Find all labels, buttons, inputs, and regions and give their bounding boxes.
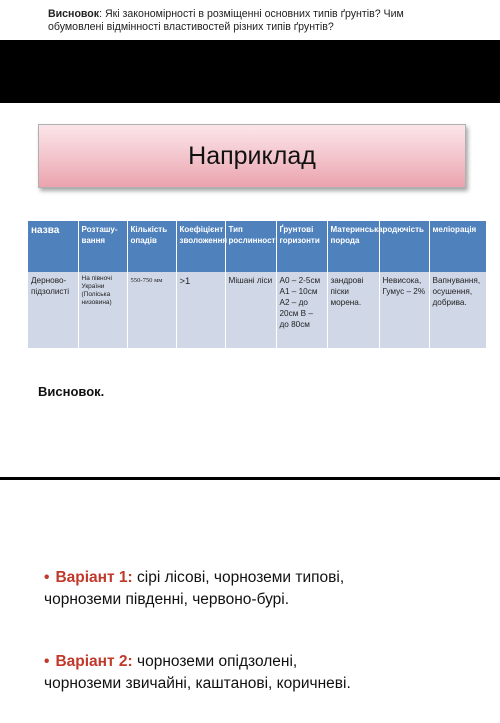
variant-1 (44, 567, 344, 611)
variant-2-line-2: чорноземи звичайні, каштанові, коричневі. (44, 675, 351, 692)
bullet-icon: • (44, 653, 50, 670)
question-line-1: : Які закономірності в розміщенні основних типів ґрунтів? Чим (99, 8, 404, 20)
slide-title-box (38, 124, 466, 188)
header-location: Розташу-вання (78, 221, 127, 272)
table-header-row (28, 221, 486, 272)
conclusion-label: Висновок (48, 8, 100, 20)
question-line-2: обумовлені відмінності властивостей різних типів ґрунтів? (48, 20, 334, 33)
conclusion-heading: Висновок. (38, 384, 105, 399)
header-moisture: Коефіцієнт зволоження (176, 221, 225, 272)
cell-parent-rock: зандрові піски морена. (327, 272, 379, 348)
header-fertility: родючість (379, 221, 429, 272)
variant-2-line-1: чорноземи опідзолені, (132, 653, 298, 670)
soil-table (28, 221, 487, 348)
header-precipitation: Кількість опадів (127, 221, 176, 272)
variant-2-label: Варіант 2: (55, 653, 133, 670)
variant-1-line-1: сірі лісові, чорноземи типові, (132, 569, 345, 586)
question-text (48, 8, 488, 33)
header-horizons: Ґрунтові горизонти (276, 221, 327, 272)
cell-name: Дерново-підзолисті (28, 272, 78, 348)
variant-2 (44, 651, 351, 695)
table-row (28, 272, 486, 348)
header-parent-rock: Материнська порода (327, 221, 379, 272)
cell-vegetation: Мішані ліси (225, 272, 276, 348)
variant-1-line-2: чорноземи південні, червоно-бурі. (44, 591, 290, 608)
header-melioration: меліорація (429, 221, 486, 272)
cell-precipitation: 550-750 мм (127, 272, 176, 348)
bullet-icon: • (44, 569, 50, 586)
header-name: назва (28, 221, 78, 272)
cell-horizons: А0 – 2-5см А1 – 10см А2 – до 20см В – до 80см (276, 272, 327, 348)
slide-title: Наприклад (188, 141, 316, 170)
cell-melioration: Вапнування, осушення, добрива. (429, 272, 486, 348)
cell-moisture: >1 (176, 272, 225, 348)
header-vegetation: Тип рослинності (225, 221, 276, 272)
cell-fertility: Невисока, Гумус – 2% (379, 272, 429, 348)
variant-1-label: Варіант 1: (55, 569, 133, 586)
question-slide (0, 0, 500, 40)
cell-location: На півночі України (Поліська низовина) (78, 272, 127, 348)
variants-slide (0, 480, 500, 723)
example-slide (0, 103, 500, 477)
